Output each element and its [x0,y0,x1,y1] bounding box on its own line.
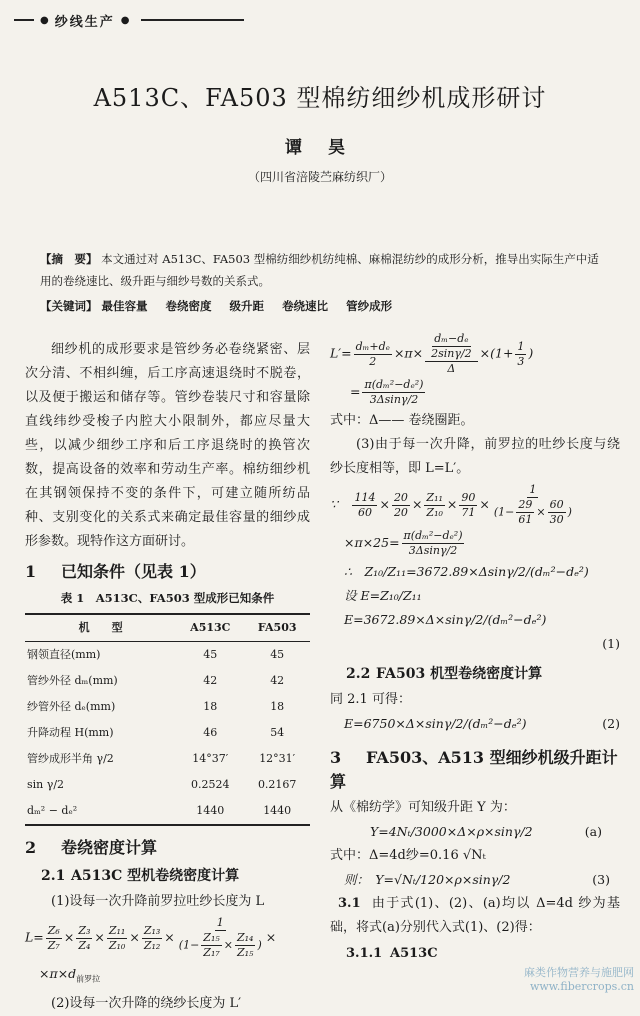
right-column [330,332,620,966]
keyword: 管纱成形 [346,299,393,313]
equation-L-prime: L′= $\frac{\text{dₘ+dₑ}}{2}$ ×π× $\frac{\frac{\text{dₘ−dₑ}}{2\sin\gamma/2}}{\Delta}$ ×(1+ $\frac{1}{3}$ ) [330,332,534,375]
keyword: 级升距 [229,299,265,313]
subsection-heading [41,864,310,888]
conditions-table [25,613,310,826]
subsection-number: 2.1 [41,868,66,884]
table-cell: 1440 [244,798,310,825]
step-text: (1)设每一次升降前罗拉吐纱长度为 L [51,894,265,909]
table-cell: 18 [203,700,218,713]
table-caption: 表 1 A513C、FA503 型成形已知条件 [60,591,275,605]
table-cell: 0.2524 [191,778,230,791]
table-cell: 45 [203,648,218,661]
table-row [25,642,310,669]
equation-fragment: ×π×25= [344,535,400,550]
running-head-rule [14,19,34,21]
subsection-title: A513C 型机卷绕密度计算 [71,868,240,884]
equation-1 [330,608,620,632]
section-title: 已知条件（见表 1） [61,562,206,581]
text-line: 同 2.1 可得： [330,692,411,707]
section-heading [25,560,310,584]
section-number: 2 [25,838,37,857]
table-row [25,720,310,746]
equation-therefore: ∴ Z₁₀/Z₁₁=3672.89×Δsinγ/2/(dₘ²−dₑ²) [344,564,589,579]
table-cell: 18 [270,700,285,713]
subsubsection-number: 3.1.1 [346,946,383,961]
bullet-icon: ● [40,14,49,26]
watermark-line: 麻类作物营养与施肥网 [524,966,634,979]
equation-text: E=3672.89×Δ×sinγ/2/(dₘ²−dₑ²) [344,612,547,627]
table-cell: dₘ² − dₑ² [25,798,176,825]
equation-subscript: 前罗拉 [76,974,101,984]
equation-fragment: ×π×d [39,966,77,981]
section-title: FA503、A513 型细纱机级升距计算 [330,748,618,791]
section-number: 1 [25,562,37,581]
table-header: A513C [176,614,244,642]
table-cell: 管纱成形半角 γ/2 [27,752,114,765]
equation-text: E=6750×Δ×sinγ/2/(dₘ²−dₑ²) [344,716,527,731]
equation-because-continued: ×π×25= $\frac{\text{π(dₘ²−dₑ²)}}{3\Delta\sin\gamma/2}$ [344,529,463,557]
table-cell: sin γ/2 [27,778,65,791]
section-heading [25,836,310,860]
delta-definition: 式中：Δ—— 卷绕圈距。 [330,413,474,428]
table-cell: 46 [203,726,218,739]
subsection-number: 3.1 [338,896,361,911]
table-cell: 钢领直径(mm) [27,648,101,661]
equation-number-row [330,632,620,656]
abstract-text: 本文通过对 A513C、FA503 型棉纺细纱机纺纯棉、麻棉混纺纱的成形分析，推导出实际生产中适用的卷绕速比、级升距与细纱号数的关系式。 [40,252,599,288]
subsection-number: 2.2 [346,666,371,682]
equation-a [330,820,620,844]
equation-3 [330,868,620,892]
bullet-icon: ● [120,14,130,26]
section-heading [330,746,620,794]
left-column [25,338,310,1016]
table-cell: 12°31′ [259,752,296,765]
table-cell: 升降动程 H(mm) [27,726,114,739]
equation-L-prime-result: = $\frac{\text{π(dₘ²−dₑ²)}}{3\Delta\sin\gamma/2}$ [350,378,424,406]
table-header: 机 型 [25,614,176,642]
running-head [14,8,244,32]
author: 谭 昊 [285,138,355,158]
table-cell: 42 [203,674,218,687]
table-header-row [25,614,310,642]
equation-number: (a) [584,824,602,839]
equation-text: Y=4Nₜ/3000×Δ×ρ×sinγ/2 [370,824,533,839]
keywords-label: 【关键词】 [40,299,98,313]
subsection-heading [346,662,620,686]
equation-2 [330,712,620,736]
keyword: 卷绕密度 [165,299,212,313]
running-head-rule [141,19,244,21]
equation-L-continued [25,962,310,992]
subsection-title: FA503 机型卷绕密度计算 [376,666,543,682]
table-cell: 1440 [176,798,244,825]
table-cell: 0.2167 [257,778,297,791]
text-line [330,892,620,940]
table-cell: 45 [270,648,285,661]
subsubsection-title: A513C [390,946,438,961]
step-text: (2)设每一次升降的绕纱长度为 L′ [51,995,242,1011]
equation-number: (1) [602,636,620,651]
equation-set-E: 设 E=Z₁₀/Z₁₁ [344,588,422,603]
text-line: 从《棉纺学》可知级升距 Y 为： [330,800,516,815]
affiliation: （四川省涪陵苎麻纺织厂） [247,170,392,184]
paper-title: A513C、FA503 型棉纺细纱机成形研讨 [93,84,547,112]
abstract [40,248,605,292]
equation-L: L= $\frac{\text{Z₆}}{\text{Z₇}}$ × $\frac{\text{Z₃}}{\text{Z₄}}$ × $\frac{\text{Z₁₁}}{\text{Z₁₀}}$ × $\frac{\text{Z₁₃}}{\text{Z₁₂}}$ × 1 (1− $\frac{\text{Z₁₅}}{\text{Z₁₇}}$ × $\frac{\text{Z₁₄}}{\text{Z₁₅}}$ ) × [25,916,277,959]
intro-paragraph: 细纱机的成形要求是管纱务必卷绕紧密、层次分清、不相纠缠，后工序高速退绕时不脱卷，以及便于搬运和储存等。管纱卷装尺寸和容量除直线纬纱受梭子内腔大小限制外，都应尽量大些，以减少细纱工序和后工序退绕时的换管次数，提高设备的效率和劳动生产率。棉纺细纱机在其钢领保持不变的条件下，可建立随所纺品种、支别变化的关系式来确定最佳容量的细纱成形参数。现特作这方面研讨。 [25,342,310,549]
step-text: (3)由于每一次升降，前罗拉的吐纱长度与绕纱长度相等，即 L=L′。 [330,437,620,476]
equation-text: 则： Y=√Nₜ/120×ρ×sinγ/2 [344,872,511,887]
watermark-line: www.fibercrops.cn [529,980,634,993]
equation-number: (3) [592,872,610,887]
table-cell: 42 [270,674,285,687]
table-row [25,798,310,825]
equation-fragment: = [350,384,361,399]
table-cell: 14°37′ [192,752,229,765]
table-row [25,668,310,694]
abstract-label: 【摘 要】 [40,252,98,266]
table-cell: 管纱外径 dₘ(mm) [27,674,118,687]
watermark [524,966,634,994]
equation-because: ∵ $\frac{114}{60}$ × $\frac{20}{20}$ × $\frac{\text{Z₁₁}}{\text{Z₁₀}}$ × $\frac{90}{71}$ × 1 (1− $\frac{29}{61}$ × $\frac{60}{30}$ ) [330,483,572,526]
table-row [25,694,310,720]
running-head-text: 纱线生产 [54,14,115,30]
paragraph-text: 由于式(1)、(2)、(a)均以 Δ=4d 纱为基础，将式(a)分别代入式(1)、(2)得： [330,896,620,935]
table-header: FA503 [244,614,310,642]
table-row [25,746,310,772]
section-number: 3 [330,748,342,767]
table-cell: 54 [270,726,285,739]
keyword: 最佳容量 [101,299,148,313]
section-title: 卷绕密度计算 [61,838,158,857]
table-cell: 纱管外径 dₑ(mm) [27,700,116,713]
keyword: 卷绕速比 [282,299,329,313]
keywords [40,296,605,316]
table-row [25,772,310,798]
subsubsection-heading [346,942,620,966]
equation-number: (2) [602,716,620,731]
text-line: 式中：Δ=4d纱=0.16 √Nₜ [330,848,486,863]
